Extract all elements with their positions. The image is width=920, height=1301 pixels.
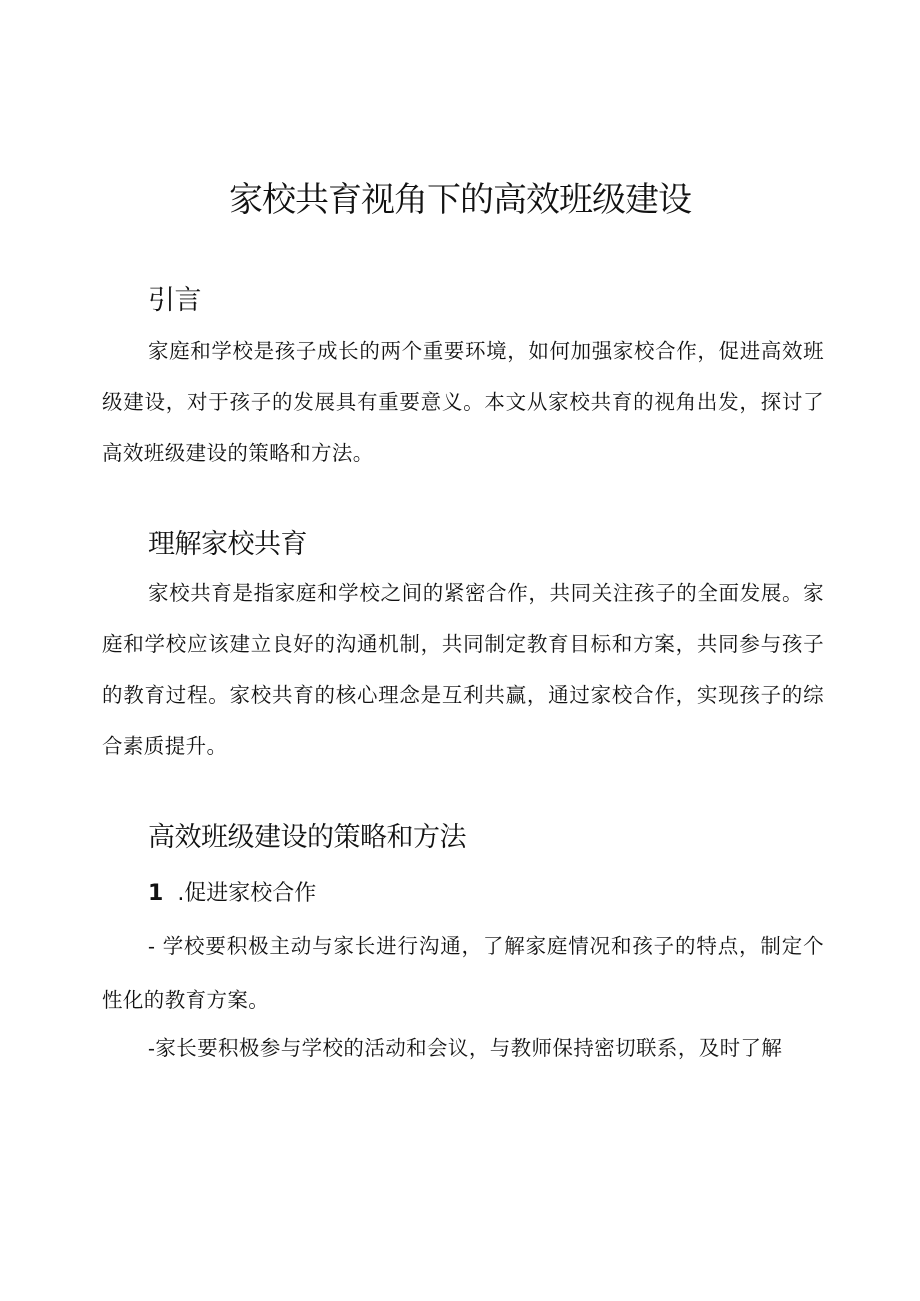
list-item: - 学校要积极主动与家长进行沟通，了解家庭情况和孩子的特点，制定个性化的教育方案。 (102, 934, 824, 1012)
section-heading-strategies: 高效班级建设的策略和方法 (148, 822, 466, 853)
subsection-heading-promote-cooperation (148, 879, 316, 909)
subsection-number: 1 (148, 881, 164, 906)
section-heading-introduction: 引言 (148, 285, 201, 316)
section-paragraph-understanding: 家校共育是指家庭和学校之间的紧密合作，共同关注孩子的全面发展。家庭和学校应该建立良好的沟通机制，共同制定教育目标和方案，共同参与孩子的教育过程。家校共育的核心理念是互利共赢，通过家校合作，实现孩子的综合素质提升。 (102, 581, 824, 758)
subsection-title: .促进家校合作 (177, 881, 317, 906)
section-paragraph-introduction: 家庭和学校是孩子成长的两个重要环境，如何加强家校合作，促进高效班级建设，对于孩子的发展具有重要意义。本文从家校共育的视角出发，探讨了高效班级建设的策略和方法。 (102, 339, 824, 465)
document-title: 家校共育视角下的高效班级建设 (229, 180, 691, 220)
section-heading-understanding: 理解家校共育 (148, 529, 307, 560)
list-item: -家长要积极参与学校的活动和会议，与教师保持密切联系，及时了解 (148, 1036, 783, 1060)
